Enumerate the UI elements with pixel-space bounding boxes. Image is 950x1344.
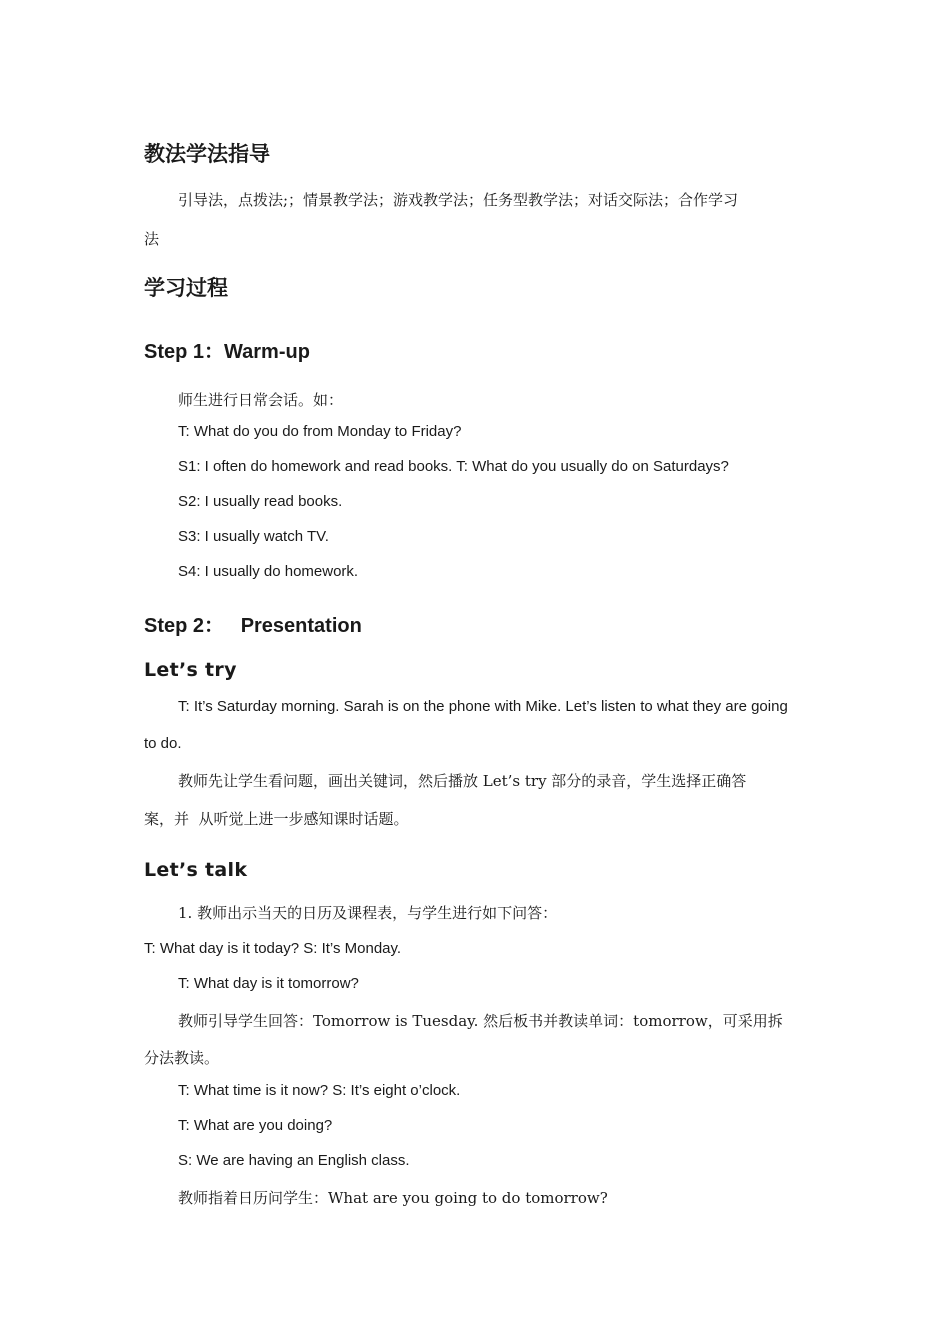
step1-dialogue-line: T: What do you do from Monday to Friday?: [178, 423, 462, 440]
methods-line-1: 引导法，点拨法;；情景教学法；游戏教学法；任务型教学法；对话交际法；合作学习: [178, 191, 739, 209]
lets-talk-calendar-question: 教师指着日历问学生：What are you going to do tomorrow?: [178, 1189, 608, 1207]
lets-try-instruction-line-2: 案，并 从听觉上进一步感知课时话题。: [144, 810, 409, 828]
heading-teaching-methods: 教法学法指导: [144, 142, 270, 166]
lets-talk-dialogue-line: T: What day is it today? S: It’s Monday.: [144, 940, 402, 957]
lets-talk-dialogue-line: S: We are having an English class.: [178, 1152, 410, 1169]
lets-try-paragraph-line-2: to do.: [144, 735, 182, 752]
lets-try-paragraph-line-1: T: It’s Saturday morning. Sarah is on the phone with Mike. Let’s listen to what they are going: [178, 698, 788, 715]
lets-talk-dialogue-line: T: What day is it tomorrow?: [178, 975, 359, 992]
step1-intro: 师生进行日常会话。如：: [178, 391, 344, 409]
step1-dialogue-line: S3: I usually watch TV.: [178, 528, 329, 545]
step1-dialogue-line: S2: I usually read books.: [178, 493, 343, 510]
lets-talk-guide-line-1: 教师引导学生回答：Tomorrow is Tuesday. 然后板书并教读单词：tomorrow，可采用拆: [178, 1012, 783, 1030]
lets-talk-guide-line-2: 分法教读。: [144, 1049, 220, 1067]
heading-step-1: Step 1：Warm-up: [144, 341, 310, 363]
lets-talk-dialogue-line: T: What time is it now? S: It’s eight o’clock.: [178, 1082, 461, 1099]
heading-lets-talk: Let’s talk: [144, 859, 248, 881]
step1-dialogue-line: S1: I often do homework and read books. T: What do you usually do on Saturdays?: [178, 458, 729, 475]
lets-talk-dialogue-line: T: What are you doing?: [178, 1117, 333, 1134]
methods-line-2: 法: [144, 230, 160, 248]
step1-dialogue-line: S4: I usually do homework.: [178, 563, 359, 580]
lets-talk-item-1: 1. 教师出示当天的日历及课程表，与学生进行如下问答：: [178, 904, 558, 922]
heading-lets-try: Let’s try: [144, 659, 237, 681]
heading-step-2: Step 2： Presentation: [144, 615, 362, 637]
heading-learning-process: 学习过程: [144, 276, 228, 300]
lets-try-instruction-line-1: 教师先让学生看问题，画出关键词，然后播放 Let’s try 部分的录音，学生选择正确答: [178, 772, 747, 790]
